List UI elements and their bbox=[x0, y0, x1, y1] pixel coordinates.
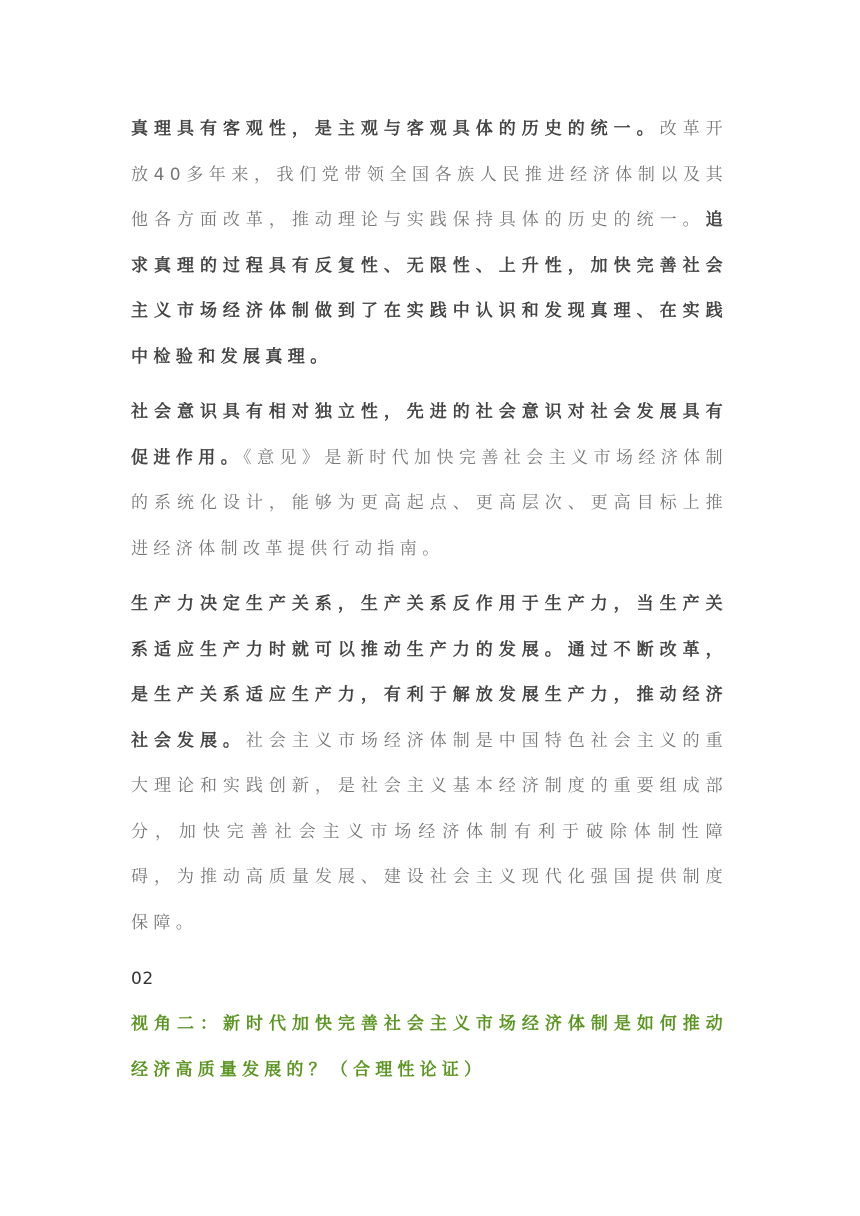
paragraph-truth-objectivity bbox=[131, 107, 728, 380]
section-number: 02 bbox=[131, 969, 154, 989]
body-text: 《意见》是新时代加快完善社会主义市场经济体制的系统化设计，能够为更高起点、更高层次、更高目标上推进经济体制改革提供行动指南。 bbox=[131, 447, 728, 559]
body-text: 改革开放40多年来，我们党带领全国各族人民推进经济体制以及其他各方面改革，推动理论与实践保持具体的历史的统一。 bbox=[131, 119, 728, 230]
paragraph-social-consciousness bbox=[131, 390, 728, 572]
bold-text: 社会意识具有相对独立性，先进的社会意识对社会发展具有促进作用。 bbox=[131, 402, 728, 468]
section-heading: 视角二：新时代加快完善社会主义市场经济体制是如何推动经济高质量发展的？（合理性论证） bbox=[131, 1014, 728, 1080]
bold-text: 生产力决定生产关系，生产关系反作用于生产力，当生产关系适应生产力时就可以推动生产力的发展。通过不断改革，是生产关系适应生产力，有利于解放发展生产力，推动经济社会发展。 bbox=[131, 594, 728, 751]
bold-text: 真理具有客观性，是主观与客观具体的历史的统一。 bbox=[131, 119, 660, 139]
document-page bbox=[131, 107, 728, 1093]
body-text: 社会主义市场经济体制是中国特色社会主义的重大理论和实践创新，是社会主义基本经济制度的重要组成部分，加快完善社会主义市场经济体制有利于破除体制性障碍，为推动高质量发展、建设社会主义现代化强国提供制度保障。 bbox=[131, 730, 728, 933]
paragraph-productive-forces bbox=[131, 582, 728, 946]
bold-text: 追求真理的过程具有反复性、无限性、上升性，加快完善社会主义市场经济体制做到了在实践中认识和发现真理、在实践中检验和发展真理。 bbox=[131, 210, 728, 367]
